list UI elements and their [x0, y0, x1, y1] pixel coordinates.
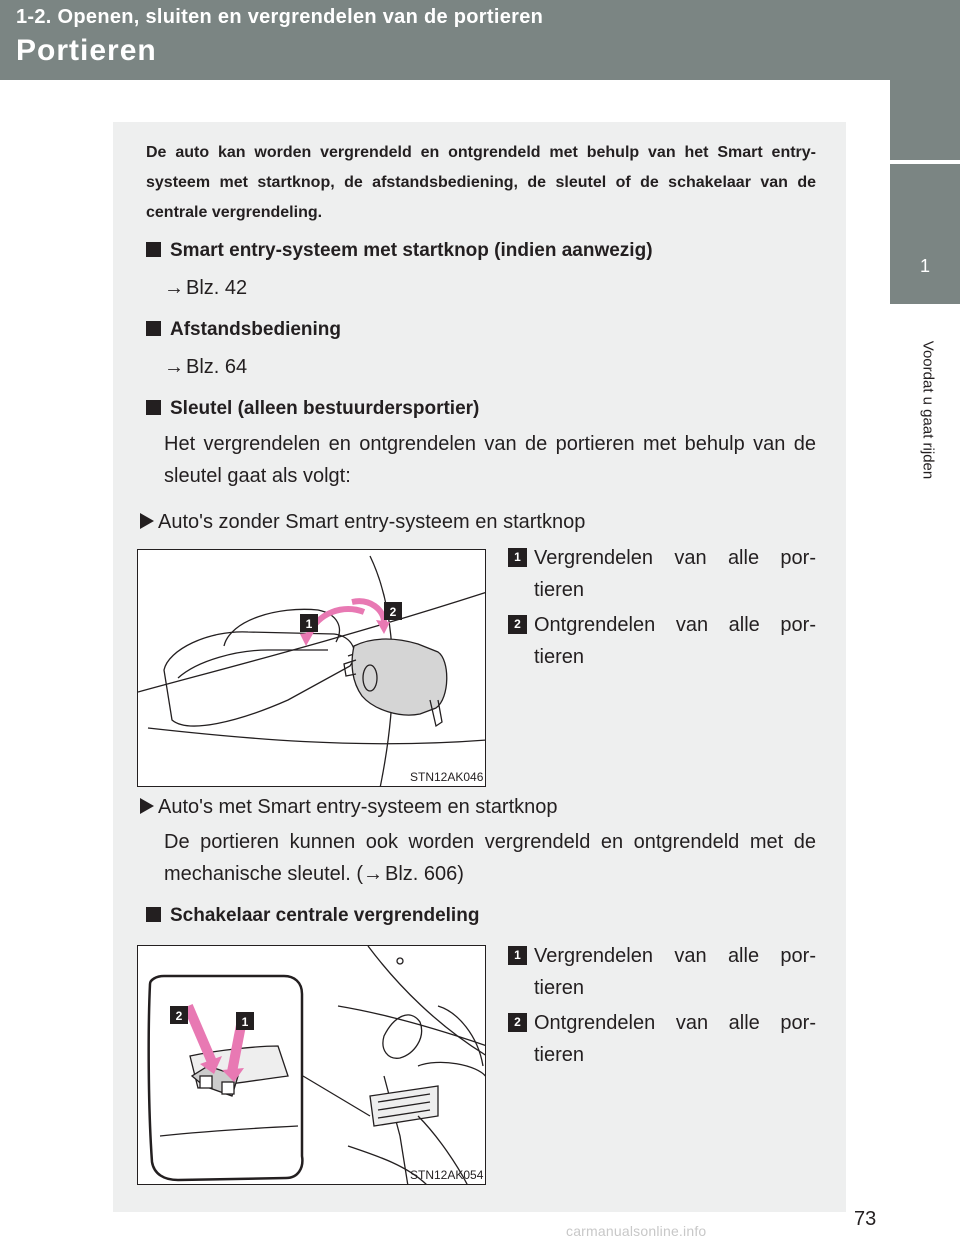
number-badge-2: 2 — [508, 1013, 527, 1032]
heading-key — [146, 398, 479, 420]
figure-code: STN12AK054 — [410, 1168, 484, 1182]
header-band — [0, 0, 890, 80]
side-tab-top — [890, 0, 960, 160]
heading-smart-entry — [146, 240, 653, 262]
ref-remote-text: Blz. 64 — [186, 356, 248, 378]
figure-marker-1: 1 — [241, 1015, 249, 1029]
page-number: 73 — [854, 1208, 877, 1230]
legend-unlock-line2: tieren — [534, 1044, 585, 1066]
square-bullet-icon — [146, 400, 161, 415]
ref-remote[interactable] — [164, 351, 247, 383]
square-bullet-icon — [146, 907, 161, 922]
figure-marker-2: 2 — [389, 605, 397, 619]
legend-lock-line1: Vergrendelen van alle por- — [534, 547, 816, 569]
watermark: carmanualsonline.info — [566, 1223, 707, 1239]
bullet-without-text: Auto's zonder Smart entry-systeem en startknop — [158, 511, 586, 533]
legend-item-unlock — [508, 1007, 816, 1071]
figure-code: STN12AK046 — [410, 770, 484, 784]
heading-smart-entry-text: Smart entry-systeem met startknop (indien aanwezig) — [170, 240, 653, 261]
intro-text: De auto kan worden vergrendeld en ontgrendeld met behulp van het Smart entry-systeem met startknop, de afstandsbediening, de sleutel of de schakelaar van de centrale vergrendeling. — [146, 144, 816, 221]
ref-smart-entry[interactable] — [164, 272, 247, 304]
number-badge-1: 1 — [508, 946, 527, 965]
section-label: 1-2. Openen, sluiten en vergrendelen van de portieren — [16, 6, 544, 28]
legend-unlock-line2: tieren — [534, 646, 585, 668]
heading-key-text: Sleutel (alleen bestuurdersportier) — [170, 398, 480, 419]
heading-central-lock-text: Schakelaar centrale vergrendeling — [170, 905, 480, 926]
legend-item-unlock — [508, 609, 816, 673]
legend-lock-line2: tieren — [534, 579, 585, 601]
figure-marker-1: 1 — [305, 617, 313, 631]
square-bullet-icon — [146, 321, 161, 336]
triangle-bullet-icon — [140, 513, 154, 529]
door-handle-key-illustration — [138, 550, 486, 787]
bullet-with-text: Auto's met Smart entry-systeem en startknop — [158, 796, 558, 818]
arrow-icon: → — [164, 356, 184, 378]
key-description: Het vergrendelen en ontgrendelen van de portieren met behulp van de sleutel gaat als volgt: — [164, 433, 816, 487]
arrow-icon: → — [164, 277, 184, 299]
heading-remote-text: Afstandsbediening — [170, 319, 342, 340]
ref-smart-entry-text: Blz. 42 — [186, 277, 248, 299]
figure-marker-2: 2 — [175, 1009, 183, 1023]
heading-central-lock — [146, 905, 479, 927]
square-bullet-icon — [146, 242, 161, 257]
legend-lock-line1: Vergrendelen van alle por- — [534, 945, 816, 967]
number-badge-1: 1 — [508, 548, 527, 567]
central-lock-switch-figure — [137, 945, 486, 1185]
number-badge-2: 2 — [508, 615, 527, 634]
legend-lock-line2: tieren — [534, 977, 585, 999]
chapter-label: Voordat u gaat rijden — [919, 340, 937, 480]
mechanical-key-text-part1: De portieren kunnen ook worden vergrendeld en ontgrendeld met de mechanische sleutel. ( — [164, 831, 816, 885]
legend-unlock-line1: Ontgrendelen van alle por- — [534, 1012, 816, 1034]
bullet-without-smart-entry — [140, 506, 585, 538]
mechanical-key-text — [164, 826, 816, 890]
legend-switch-figure — [508, 940, 816, 1074]
chapter-tab[interactable] — [890, 164, 960, 304]
legend-item-lock — [508, 542, 816, 606]
chapter-number: 1 — [919, 256, 930, 276]
heading-remote — [146, 319, 341, 341]
mechanical-key-text-part2: ) — [457, 863, 464, 885]
triangle-bullet-icon — [140, 798, 154, 814]
legend-unlock-line1: Ontgrendelen van alle por- — [534, 614, 816, 636]
mechanical-key-ref[interactable]: Blz. 606 — [384, 863, 458, 885]
key-lock-figure — [137, 549, 486, 787]
page-title: Portieren — [16, 34, 157, 67]
central-lock-switch-illustration — [138, 946, 486, 1185]
arrow-icon: → — [362, 863, 383, 885]
legend-key-figure — [508, 542, 816, 676]
legend-item-lock — [508, 940, 816, 1004]
bullet-with-smart-entry — [140, 791, 558, 823]
